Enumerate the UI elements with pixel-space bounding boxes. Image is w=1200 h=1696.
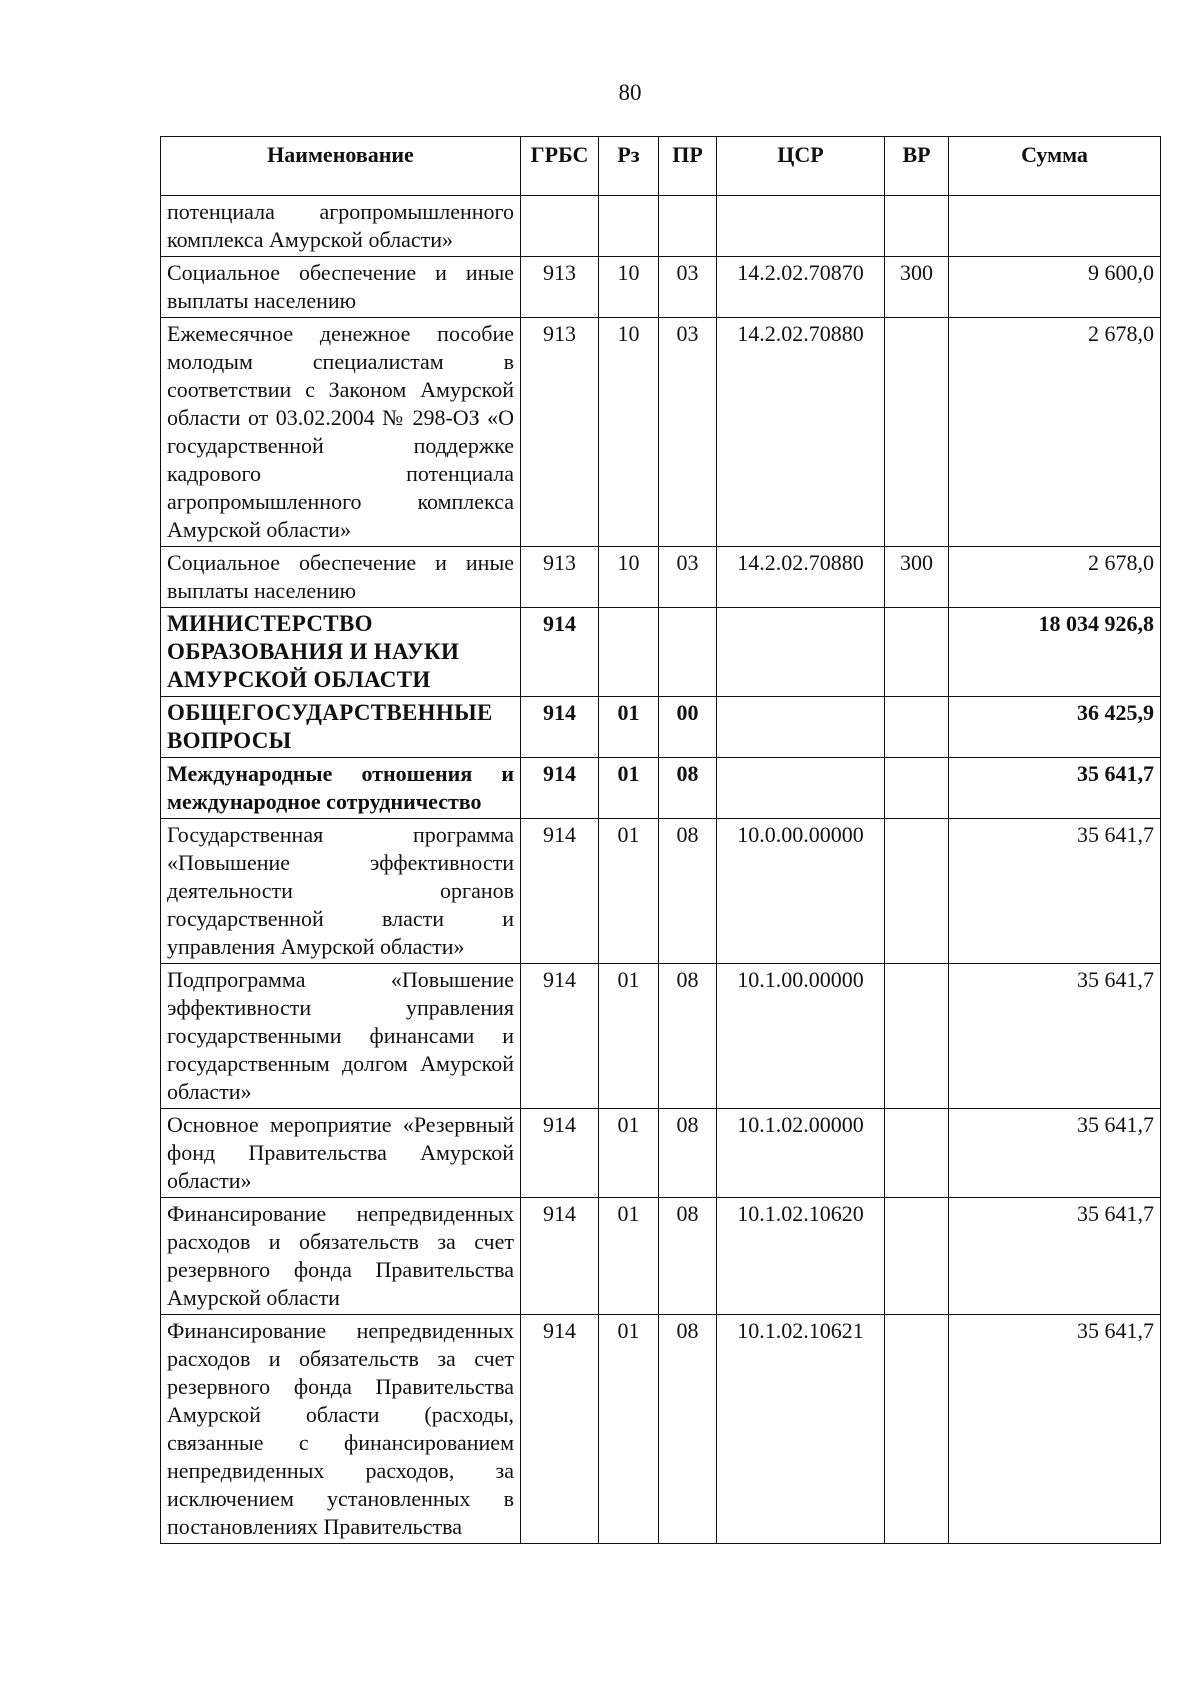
cell-name: Финансирование непредвиденных расходов и обязательств за счет резервного фонда Правительства Амурской области (расходы, связанные с финансированием непредвиденных расходов, за исключением установленных в постановлениях Правительства <box>161 1315 521 1544</box>
table-row <box>161 1109 1161 1198</box>
cell-vr <box>885 1198 949 1315</box>
cell-sum: 9 600,0 <box>949 257 1161 318</box>
budget-table <box>160 136 1161 1544</box>
cell-vr <box>885 196 949 257</box>
cell-sum: 35 641,7 <box>949 1198 1161 1315</box>
table-row <box>161 257 1161 318</box>
cell-name: потенциала агропромышленного комплекса Амурской области» <box>161 196 521 257</box>
cell-name: Подпрограмма «Повышение эффективности управления государственными финансами и государственным долгом Амурской области» <box>161 964 521 1109</box>
table-header-row <box>161 137 1161 196</box>
header-rz: Рз <box>599 137 659 196</box>
cell-name: Социальное обеспечение и иные выплаты населению <box>161 547 521 608</box>
page-number: 80 <box>618 80 642 105</box>
cell-csr <box>717 608 885 697</box>
cell-vr: 300 <box>885 547 949 608</box>
table-body <box>161 196 1161 1544</box>
header-pr: ПР <box>659 137 717 196</box>
cell-grbs: 914 <box>521 1198 599 1315</box>
cell-pr: 03 <box>659 257 717 318</box>
cell-sum: 35 641,7 <box>949 1315 1161 1544</box>
cell-sum: 18 034 926,8 <box>949 608 1161 697</box>
cell-name: Международные отношения и международное сотрудничество <box>161 758 521 819</box>
cell-vr <box>885 1109 949 1198</box>
cell-csr <box>717 196 885 257</box>
cell-pr <box>659 608 717 697</box>
cell-sum: 2 678,0 <box>949 318 1161 547</box>
cell-grbs: 914 <box>521 697 599 758</box>
table-row <box>161 758 1161 819</box>
cell-csr: 10.0.00.00000 <box>717 819 885 964</box>
cell-csr: 10.1.02.10620 <box>717 1198 885 1315</box>
table-row <box>161 318 1161 547</box>
cell-pr: 03 <box>659 318 717 547</box>
table-row <box>161 697 1161 758</box>
cell-pr: 08 <box>659 819 717 964</box>
cell-rz: 01 <box>599 1109 659 1198</box>
cell-rz: 10 <box>599 547 659 608</box>
cell-name: Ежемесячное денежное пособие молодым специалистам в соответствии с Законом Амурской области от 03.02.2004 № 298-ОЗ «О государственной поддержке кадрового потенциала агропромышленного комплекса Амурской области» <box>161 318 521 547</box>
cell-name: Государственная программа «Повышение эффективности деятельности органов государственной власти и управления Амурской области» <box>161 819 521 964</box>
cell-rz: 01 <box>599 819 659 964</box>
cell-vr <box>885 964 949 1109</box>
cell-rz: 10 <box>599 257 659 318</box>
cell-name: Основное мероприятие «Резервный фонд Правительства Амурской области» <box>161 1109 521 1198</box>
cell-vr <box>885 318 949 547</box>
cell-csr: 14.2.02.70880 <box>717 318 885 547</box>
cell-grbs: 914 <box>521 1109 599 1198</box>
cell-csr: 14.2.02.70870 <box>717 257 885 318</box>
header-sum: Сумма <box>949 137 1161 196</box>
cell-rz: 10 <box>599 318 659 547</box>
cell-name: Финансирование непредвиденных расходов и обязательств за счет резервного фонда Правительства Амурской области <box>161 1198 521 1315</box>
cell-rz: 01 <box>599 697 659 758</box>
cell-name: ОБЩЕГОСУДАРСТВЕННЫЕ ВОПРОСЫ <box>161 697 521 758</box>
header-vr: ВР <box>885 137 949 196</box>
cell-name: Социальное обеспечение и иные выплаты населению <box>161 257 521 318</box>
cell-csr: 14.2.02.70880 <box>717 547 885 608</box>
cell-vr <box>885 697 949 758</box>
cell-pr: 03 <box>659 547 717 608</box>
cell-pr: 08 <box>659 1109 717 1198</box>
cell-csr: 10.1.02.10621 <box>717 1315 885 1544</box>
cell-sum: 35 641,7 <box>949 758 1161 819</box>
cell-pr: 08 <box>659 1198 717 1315</box>
cell-pr: 00 <box>659 697 717 758</box>
cell-grbs: 914 <box>521 758 599 819</box>
cell-rz: 01 <box>599 1315 659 1544</box>
cell-rz: 01 <box>599 1198 659 1315</box>
cell-rz: 01 <box>599 758 659 819</box>
cell-rz: 01 <box>599 964 659 1109</box>
table-row <box>161 608 1161 697</box>
cell-sum <box>949 196 1161 257</box>
cell-pr: 08 <box>659 758 717 819</box>
cell-vr <box>885 1315 949 1544</box>
cell-pr: 08 <box>659 1315 717 1544</box>
cell-sum: 35 641,7 <box>949 1109 1161 1198</box>
table-row <box>161 196 1161 257</box>
cell-grbs: 914 <box>521 819 599 964</box>
header-name: Наименование <box>161 137 521 196</box>
header-grbs: ГРБС <box>521 137 599 196</box>
cell-sum: 2 678,0 <box>949 547 1161 608</box>
cell-csr: 10.1.00.00000 <box>717 964 885 1109</box>
cell-csr <box>717 697 885 758</box>
cell-grbs: 913 <box>521 318 599 547</box>
cell-grbs: 914 <box>521 1315 599 1544</box>
cell-sum: 35 641,7 <box>949 964 1161 1109</box>
cell-vr <box>885 758 949 819</box>
cell-grbs <box>521 196 599 257</box>
table-row <box>161 819 1161 964</box>
cell-vr <box>885 608 949 697</box>
cell-pr: 08 <box>659 964 717 1109</box>
header-csr: ЦСР <box>717 137 885 196</box>
cell-rz <box>599 608 659 697</box>
table-row <box>161 964 1161 1109</box>
table-row <box>161 1315 1161 1544</box>
table-row <box>161 547 1161 608</box>
cell-csr: 10.1.02.00000 <box>717 1109 885 1198</box>
cell-vr: 300 <box>885 257 949 318</box>
cell-grbs: 914 <box>521 964 599 1109</box>
cell-csr <box>717 758 885 819</box>
cell-grbs: 913 <box>521 547 599 608</box>
cell-sum: 35 641,7 <box>949 819 1161 964</box>
cell-rz <box>599 196 659 257</box>
table-row <box>161 1198 1161 1315</box>
cell-sum: 36 425,9 <box>949 697 1161 758</box>
cell-grbs: 914 <box>521 608 599 697</box>
cell-name: МИНИСТЕРСТВО ОБРАЗОВАНИЯ И НАУКИ АМУРСКОЙ ОБЛАСТИ <box>161 608 521 697</box>
cell-pr <box>659 196 717 257</box>
cell-grbs: 913 <box>521 257 599 318</box>
cell-vr <box>885 819 949 964</box>
